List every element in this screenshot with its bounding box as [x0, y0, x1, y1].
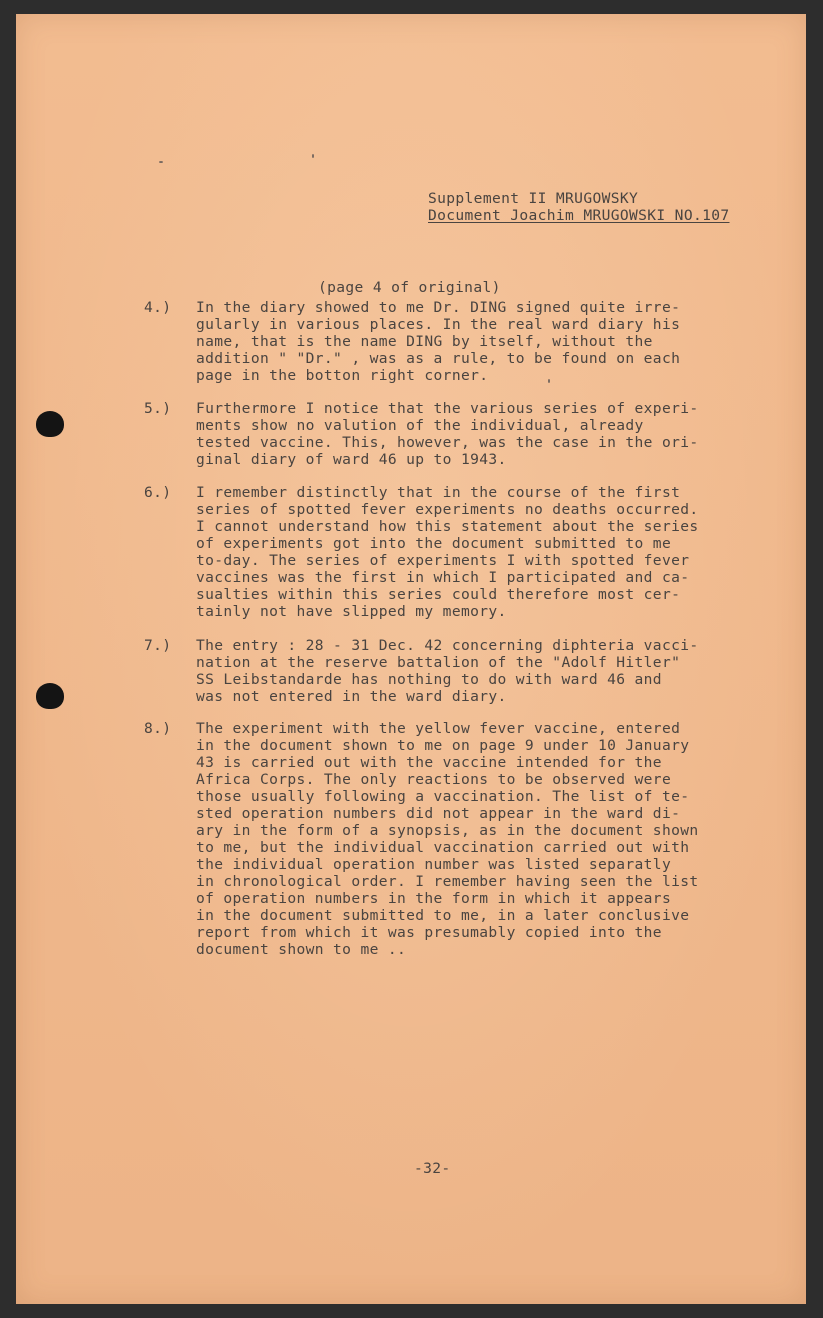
text-line: ments show no valution of the individual, already [196, 417, 644, 434]
text-line: in the document submitted to me, in a later conclusive [196, 907, 690, 924]
paragraph-text [196, 637, 786, 705]
text-line: The entry : 28 - 31 Dec. 42 concerning diphteria vacci- [196, 637, 699, 654]
text-line: sualties within this series could therefore most cer- [196, 586, 681, 603]
paragraph-number: 4.) [144, 299, 172, 316]
punch-hole-top [36, 411, 64, 437]
paragraph-text [196, 720, 786, 958]
text-line: of experiments got into the document submitted to me [196, 535, 672, 552]
supplement-title: Supplement II MRUGOWSKY [428, 190, 639, 207]
text-line: ary in the form of a synopsis, as in the document shown [196, 822, 699, 839]
text-line: page in the botton right corner. [196, 367, 489, 384]
text-line: to me, but the individual vaccination carried out with [196, 839, 690, 856]
text-line: 43 is carried out with the vaccine intended for the [196, 754, 662, 771]
text-line: vaccines was the first in which I participated and ca- [196, 569, 690, 586]
text-line: SS Leibstandarde has nothing to do with ward 46 and [196, 671, 662, 688]
text-line: addition " "Dr." , was as a rule, to be found on each [196, 350, 681, 367]
text-line: in the document shown to me on page 9 under 10 January [196, 737, 690, 754]
text-line: those usually following a vaccination. The list of te- [196, 788, 690, 805]
text-line: Furthermore I notice that the various series of experi- [196, 400, 699, 417]
text-line: name, that is the name DING by itself, without the [196, 333, 653, 350]
paper-speck [312, 154, 314, 158]
text-line: to-day. The series of experiments I with spotted fever [196, 552, 690, 569]
document-title: Document Joachim MRUGOWSKI NO.107 [428, 207, 730, 224]
text-line: The experiment with the yellow fever vaccine, entered [196, 720, 681, 737]
paragraph-number: 6.) [144, 484, 172, 501]
paper-speck [159, 161, 163, 163]
text-line: sted operation numbers did not appear in the ward di- [196, 805, 681, 822]
paragraph-number: 5.) [144, 400, 172, 417]
text-line: document shown to me .. [196, 941, 407, 958]
paragraph-text [196, 400, 786, 468]
document-page [16, 14, 806, 1304]
paragraph-number: 7.) [144, 637, 172, 654]
page-number: -32- [414, 1160, 451, 1177]
text-line: of operation numbers in the form in which it appears [196, 890, 672, 907]
paragraph-text [196, 484, 786, 620]
text-line: the individual operation number was listed separatly [196, 856, 672, 873]
paragraph-number: 8.) [144, 720, 172, 737]
text-line: Africa Corps. The only reactions to be observed were [196, 771, 672, 788]
page-reference: (page 4 of original) [318, 279, 501, 296]
punch-hole-bottom [36, 683, 64, 709]
text-line: In the diary showed to me Dr. DING signed quite irre- [196, 299, 681, 316]
text-line: series of spotted fever experiments no deaths occurred. [196, 501, 699, 518]
text-line: nation at the reserve battalion of the "Adolf Hitler" [196, 654, 681, 671]
text-line: in chronological order. I remember having seen the list [196, 873, 699, 890]
text-line: I remember distinctly that in the course of the first [196, 484, 681, 501]
paragraph-text [196, 299, 786, 384]
text-line: tainly not have slipped my memory. [196, 603, 507, 620]
text-line: report from which it was presumably copied into the [196, 924, 662, 941]
document-header [428, 190, 788, 224]
text-line: ginal diary of ward 46 up to 1943. [196, 451, 507, 468]
text-line: tested vaccine. This, however, was the case in the ori- [196, 434, 699, 451]
text-line: gularly in various places. In the real ward diary his [196, 316, 681, 333]
text-line: was not entered in the ward diary. [196, 688, 507, 705]
text-line: I cannot understand how this statement about the series [196, 518, 699, 535]
